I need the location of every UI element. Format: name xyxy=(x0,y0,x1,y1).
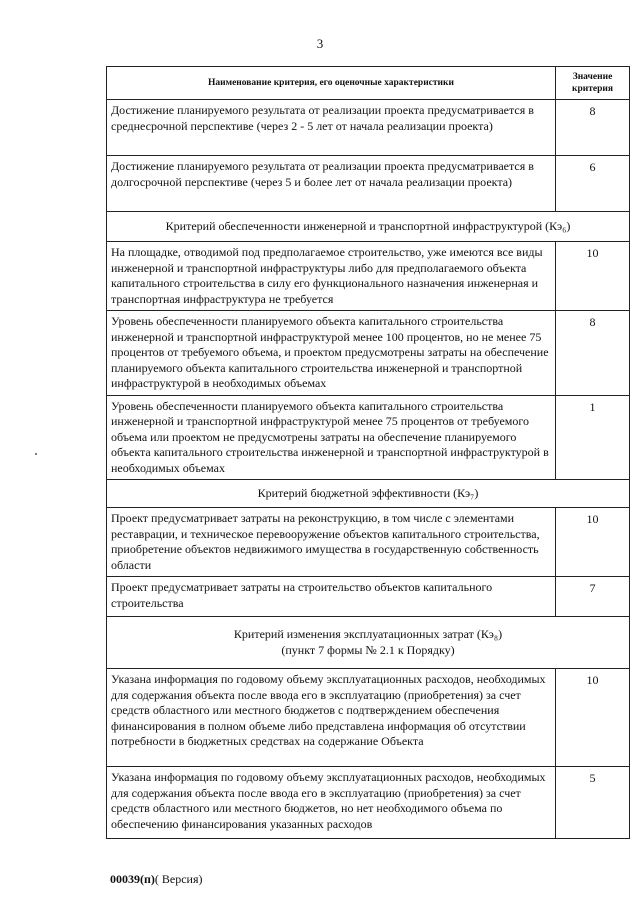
section-title-cell xyxy=(107,480,630,508)
criterion-description: Указана информация по годовому объему эксплуатационных расходов, необходимых для содержания объекта после ввода его в эксплуатацию (приобретения) за счет средств областного или местного бюджетов с подтверждением обеспечения финансирования в полном объеме либо представлена информация об отсутствии потребности в бюджетных средствах на содержание Объекта xyxy=(107,669,556,767)
section-title: Критерий изменения эксплуатационных затрат (Кэ₈) xyxy=(233,627,503,641)
table-row xyxy=(107,100,630,156)
section-title: Критерий обеспеченности инженерной и транспортной инфраструктурой (Кэ₆) xyxy=(165,218,571,233)
document-code-number: 00039(п) xyxy=(110,872,155,886)
criterion-description: Достижение планируемого результата от реализации проекта предусматривается в долгосрочной перспективе (через 5 и более лет от начала реализации проекта) xyxy=(107,156,556,212)
criterion-value: 10 xyxy=(556,669,630,767)
section-subtitle: (пункт 7 формы № 2.1 к Порядку) xyxy=(281,642,455,657)
document-version: ( Версия) xyxy=(154,872,203,886)
criterion-description: Уровень обеспеченности планируемого объекта капитального строительства инженерной и транспортной инфраструктурой менее 75 процентов от требуемого объема или проектом не предусмотрены затраты на обеспечение планируемого объекта капитального строительства инженерной и транспортной инфраструктурой в необходимых объемах xyxy=(107,395,556,480)
table-row xyxy=(107,156,630,212)
header-criterion: Наименование критерия, его оценочные характеристики xyxy=(107,67,556,100)
criterion-description: Достижение планируемого результата от реализации проекта предусматривается в среднесрочной перспективе (через 2 - 5 лет от начала реализации проекта) xyxy=(107,100,556,156)
criterion-value: 10 xyxy=(556,508,630,577)
criteria-table xyxy=(106,66,630,839)
document-code xyxy=(110,872,203,887)
section-title-cell xyxy=(107,617,630,669)
criterion-description: Проект предусматривает затраты на реконструкцию, в том числе с элементами реставрации, и техническое перевооружение объектов капитального строительства, приобретение объектов недвижимого имущества в государственную собственность области xyxy=(107,508,556,577)
criterion-description: Уровень обеспеченности планируемого объекта капитального строительства инженерной и транспортной инфраструктурой менее 100 процентов, но не менее 75 процентов от требуемого объема, и проектом предусмотрены затраты на обеспечение планируемого объекта капитального строительства инженерной и транспортной инфраструктурой в необходимых объемах xyxy=(107,311,556,396)
criterion-value: 7 xyxy=(556,577,630,617)
scan-speck xyxy=(35,453,37,455)
criterion-description: Проект предусматривает затраты на строительство объектов капитального строительства xyxy=(107,577,556,617)
table-row xyxy=(107,669,630,767)
section-title-cell xyxy=(107,212,630,242)
section-row xyxy=(107,480,630,508)
criterion-value: 8 xyxy=(556,100,630,156)
header-value: Значение критерия xyxy=(556,67,630,100)
table-row xyxy=(107,242,630,311)
table-row xyxy=(107,311,630,396)
criterion-value: 1 xyxy=(556,395,630,480)
criterion-value: 10 xyxy=(556,242,630,311)
table-row xyxy=(107,395,630,480)
criterion-description: На площадке, отводимой под предполагаемое строительство, уже имеются все виды инженерной и транспортной инфраструктуры либо для предполагаемого объекта капитального строительства в силу его функционального назначения инженерная и транспортная инфраструктура не требуется xyxy=(107,242,556,311)
criterion-value: 8 xyxy=(556,311,630,396)
criterion-description: Указана информация по годовому объему эксплуатационных расходов, необходимых для содержания объекта после ввода его в эксплуатацию (приобретения) за счет средств областного или местного бюджетов, но нет необходимого объема по обеспечению финансирования указанных расходов xyxy=(107,767,556,839)
table-header-row xyxy=(107,67,630,100)
table-body xyxy=(107,100,630,839)
criterion-value: 5 xyxy=(556,767,630,839)
table-row xyxy=(107,508,630,577)
section-row xyxy=(107,617,630,669)
criterion-value: 6 xyxy=(556,156,630,212)
section-title: Критерий бюджетной эффективности (Кэ₇) xyxy=(257,485,479,500)
page-number: 3 xyxy=(316,36,324,51)
table-row xyxy=(107,577,630,617)
section-row xyxy=(107,212,630,242)
table-row xyxy=(107,767,630,839)
